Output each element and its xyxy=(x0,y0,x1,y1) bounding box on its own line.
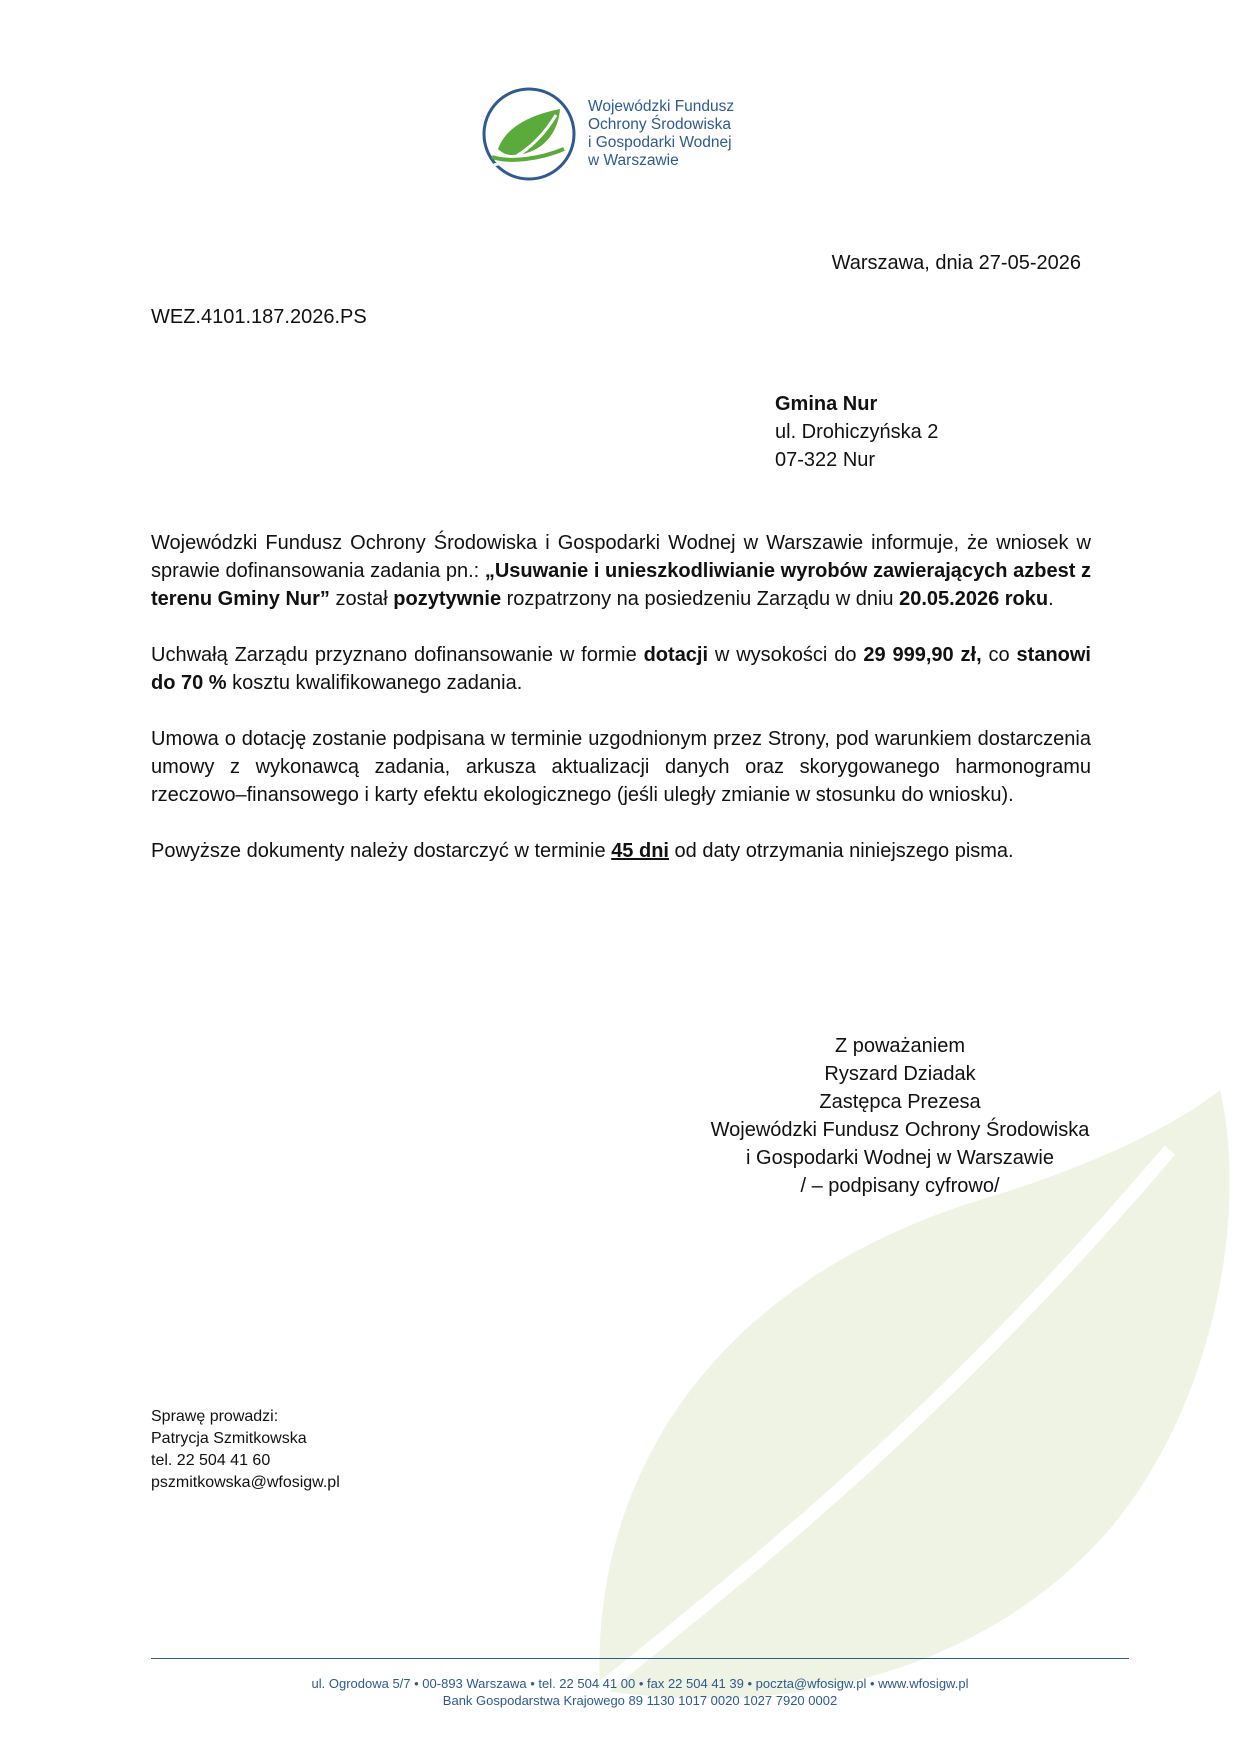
paragraph-deadline xyxy=(151,837,1091,865)
decision-result: pozytywnie xyxy=(393,588,502,610)
logo-line: Ochrony Środowiska xyxy=(588,116,732,133)
handler-name: Patrycja Szmitkowska xyxy=(151,1430,307,1447)
text: Powyższe dokumenty należy dostarczyć w terminie xyxy=(151,840,612,862)
logo-line: Wojewódzki Fundusz xyxy=(588,98,735,115)
text: co xyxy=(981,644,1017,666)
decision-date: 20.05.2026 roku xyxy=(899,588,1049,610)
recipient-name: Gmina Nur xyxy=(775,393,878,415)
text: w wysokości do xyxy=(708,644,864,666)
logo-text xyxy=(588,98,734,170)
text: kosztu kwalifikowanego zadania. xyxy=(226,672,523,694)
signature-note: / – podpisany cyfrowo/ xyxy=(800,1175,1000,1197)
text: . xyxy=(1048,588,1054,610)
footer-contact: ul. Ogrodowa 5/7 • 00-893 Warszawa • tel. 22 504 41 00 • fax 22 504 41 39 • poczta@wfosigw.pl • www.wfosigw.pl xyxy=(311,1676,969,1691)
text: został xyxy=(329,588,394,610)
text: rozpatrzony na posiedzeniu Zarządu w dniu xyxy=(501,588,900,610)
footer-bank: Bank Gospodarstwa Krajowego 89 1130 1017 0020 1027 7920 0002 xyxy=(442,1693,838,1708)
grant-share: stanowi do 70 % xyxy=(151,644,1091,694)
text: Uchwałą Zarządu przyznano dofinansowanie w formie xyxy=(151,644,644,666)
signature-org: i Gospodarki Wodnej w Warszawie xyxy=(746,1147,1054,1169)
signature-block xyxy=(690,1032,1110,1200)
recipient-street: ul. Drohiczyńska 2 xyxy=(775,421,939,443)
recipient-city: 07-322 Nur xyxy=(775,449,876,471)
footer xyxy=(151,1675,1129,1709)
grant-form: dotacji xyxy=(643,644,709,666)
handler-label: Sprawę prowadzi: xyxy=(151,1408,279,1425)
reference-number: WEZ.4101.187.2026.PS xyxy=(151,306,367,328)
logo-line: i Gospodarki Wodnej xyxy=(588,134,732,151)
signature-greeting: Z poważaniem xyxy=(834,1035,966,1057)
case-handler xyxy=(151,1406,340,1494)
logo xyxy=(480,84,770,184)
signature-role: Zastępca Prezesa xyxy=(819,1091,981,1113)
signature-org: Wojewódzki Fundusz Ochrony Środowiska xyxy=(710,1119,1090,1141)
logo-leaf-icon xyxy=(480,85,578,183)
handler-phone: tel. 22 504 41 60 xyxy=(151,1452,271,1469)
paragraph-decision xyxy=(151,529,1091,613)
letter-body xyxy=(151,529,1091,893)
text: Wojewódzki Fundusz Ochrony Środowiska i Gospodarki Wodnej w Warszawie informuje, że wniosek w sprawie dofinansowania zadania pn.: xyxy=(151,532,1091,582)
signature-name: Ryszard Dziadak xyxy=(824,1063,976,1085)
task-name: „Usuwanie i unieszkodliwianie wyrobów zawierających azbest z terenu Gminy Nur” xyxy=(151,560,1091,610)
handler-email: pszmitkowska@wfosigw.pl xyxy=(151,1474,340,1491)
logo-line: w Warszawie xyxy=(588,152,679,169)
footer-divider xyxy=(151,1658,1129,1659)
letter-date: Warszawa, dnia 27-05-2026 xyxy=(831,252,1081,274)
recipient-address xyxy=(775,390,938,474)
deadline-days: 45 dni xyxy=(611,840,669,862)
paragraph-grant xyxy=(151,641,1091,697)
grant-amount: 29 999,90 zł, xyxy=(863,644,982,666)
text: od daty otrzymania niniejszego pisma. xyxy=(668,840,1014,862)
paragraph-contract: Umowa o dotację zostanie podpisana w terminie uzgodnionym przez Strony, pod warunkiem dostarczenia umowy z wykonawcą zadania, arkusza aktualizacji danych oraz skorygowanego harmonogramu rzeczowo–finansowego i karty efektu ekologicznego (jeśli uległy zmianie w stosunku do wniosku). xyxy=(151,728,1091,806)
